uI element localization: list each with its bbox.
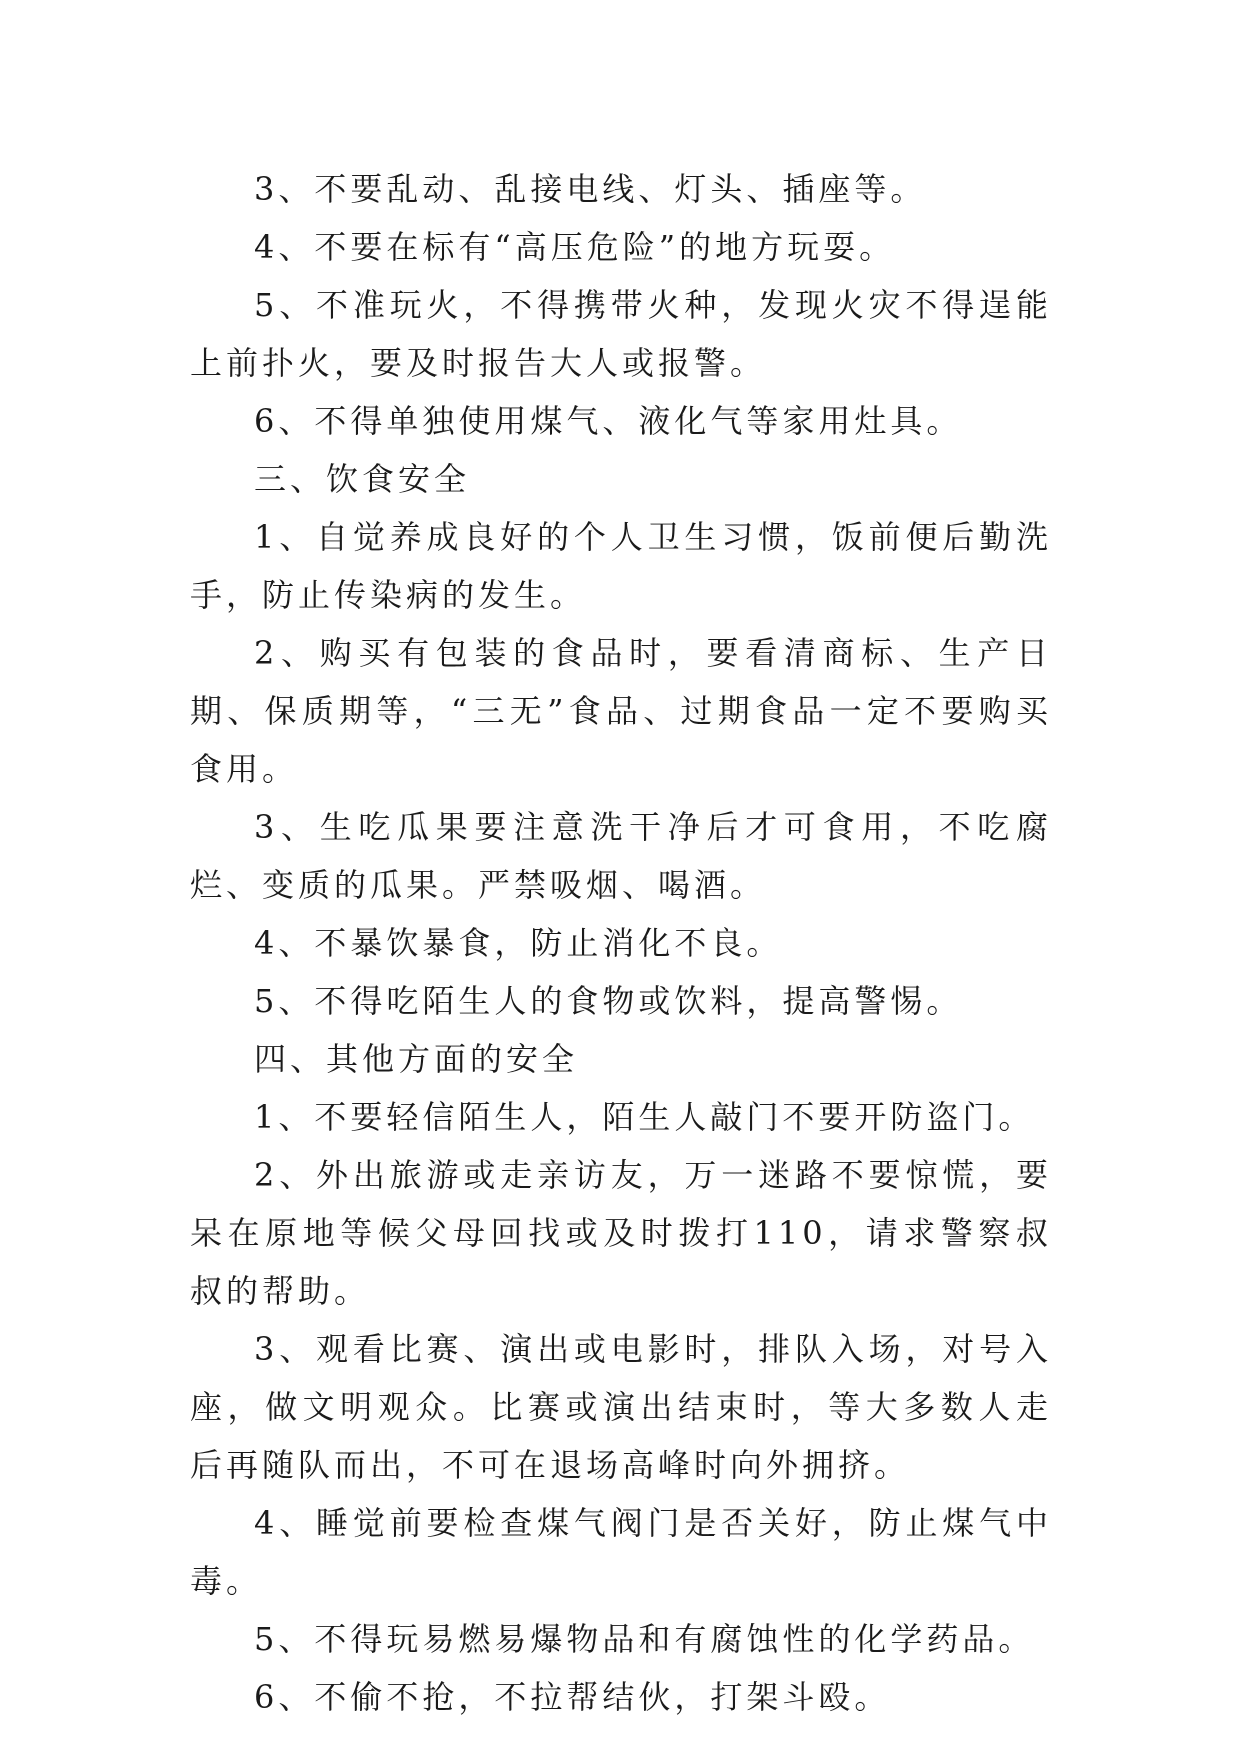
list-item-other-2: 2、外出旅游或走亲访友，万一迷路不要惊慌，要呆在原地等候父母回找或及时拨打110，请求警察叔叔的帮助。 — [190, 1156, 1052, 1310]
section-heading-food-safety: 三、饮食安全 — [254, 460, 471, 498]
list-item-electric-4: 4、不要在标有“高压危险”的地方玩耍。 — [254, 228, 896, 266]
list-item-other-1: 1、不要轻信陌生人，陌生人敲门不要开防盗门。 — [254, 1098, 1035, 1136]
list-item-food-2: 2、购买有包装的食品时，要看清商标、生产日期、保质期等，“三无”食品、过期食品一定不要购买食用。 — [190, 634, 1052, 788]
list-item-other-4: 4、睡觉前要检查煤气阀门是否关好，防止煤气中毒。 — [190, 1504, 1052, 1600]
list-item-electric-3: 3、不要乱动、乱接电线、灯头、插座等。 — [254, 170, 927, 208]
list-item-gas-6: 6、不得单独使用煤气、液化气等家用灶具。 — [254, 402, 963, 440]
list-item-fire-5: 5、不准玩火，不得携带火种，发现火灾不得逞能上前扑火，要及时报告大人或报警。 — [190, 286, 1052, 382]
section-heading-other-safety: 四、其他方面的安全 — [254, 1040, 579, 1078]
document-body — [190, 160, 1052, 1726]
list-item-food-1: 1、自觉养成良好的个人卫生习惯，饭前便后勤洗手，防止传染病的发生。 — [190, 518, 1052, 614]
list-item-food-4: 4、不暴饮暴食，防止消化不良。 — [254, 924, 783, 962]
list-item-other-5: 5、不得玩易燃易爆物品和有腐蚀性的化学药品。 — [254, 1620, 1035, 1658]
list-item-other-6: 6、不偷不抢，不拉帮结伙，打架斗殴。 — [254, 1678, 891, 1716]
list-item-food-5: 5、不得吃陌生人的食物或饮料，提高警惕。 — [254, 982, 963, 1020]
list-item-other-3: 3、观看比赛、演出或电影时，排队入场，对号入座，做文明观众。比赛或演出结束时，等大多数人走后再随队而出，不可在退场高峰时向外拥挤。 — [190, 1330, 1052, 1484]
list-item-food-3: 3、生吃瓜果要注意洗干净后才可食用，不吃腐烂、变质的瓜果。严禁吸烟、喝酒。 — [190, 808, 1052, 904]
